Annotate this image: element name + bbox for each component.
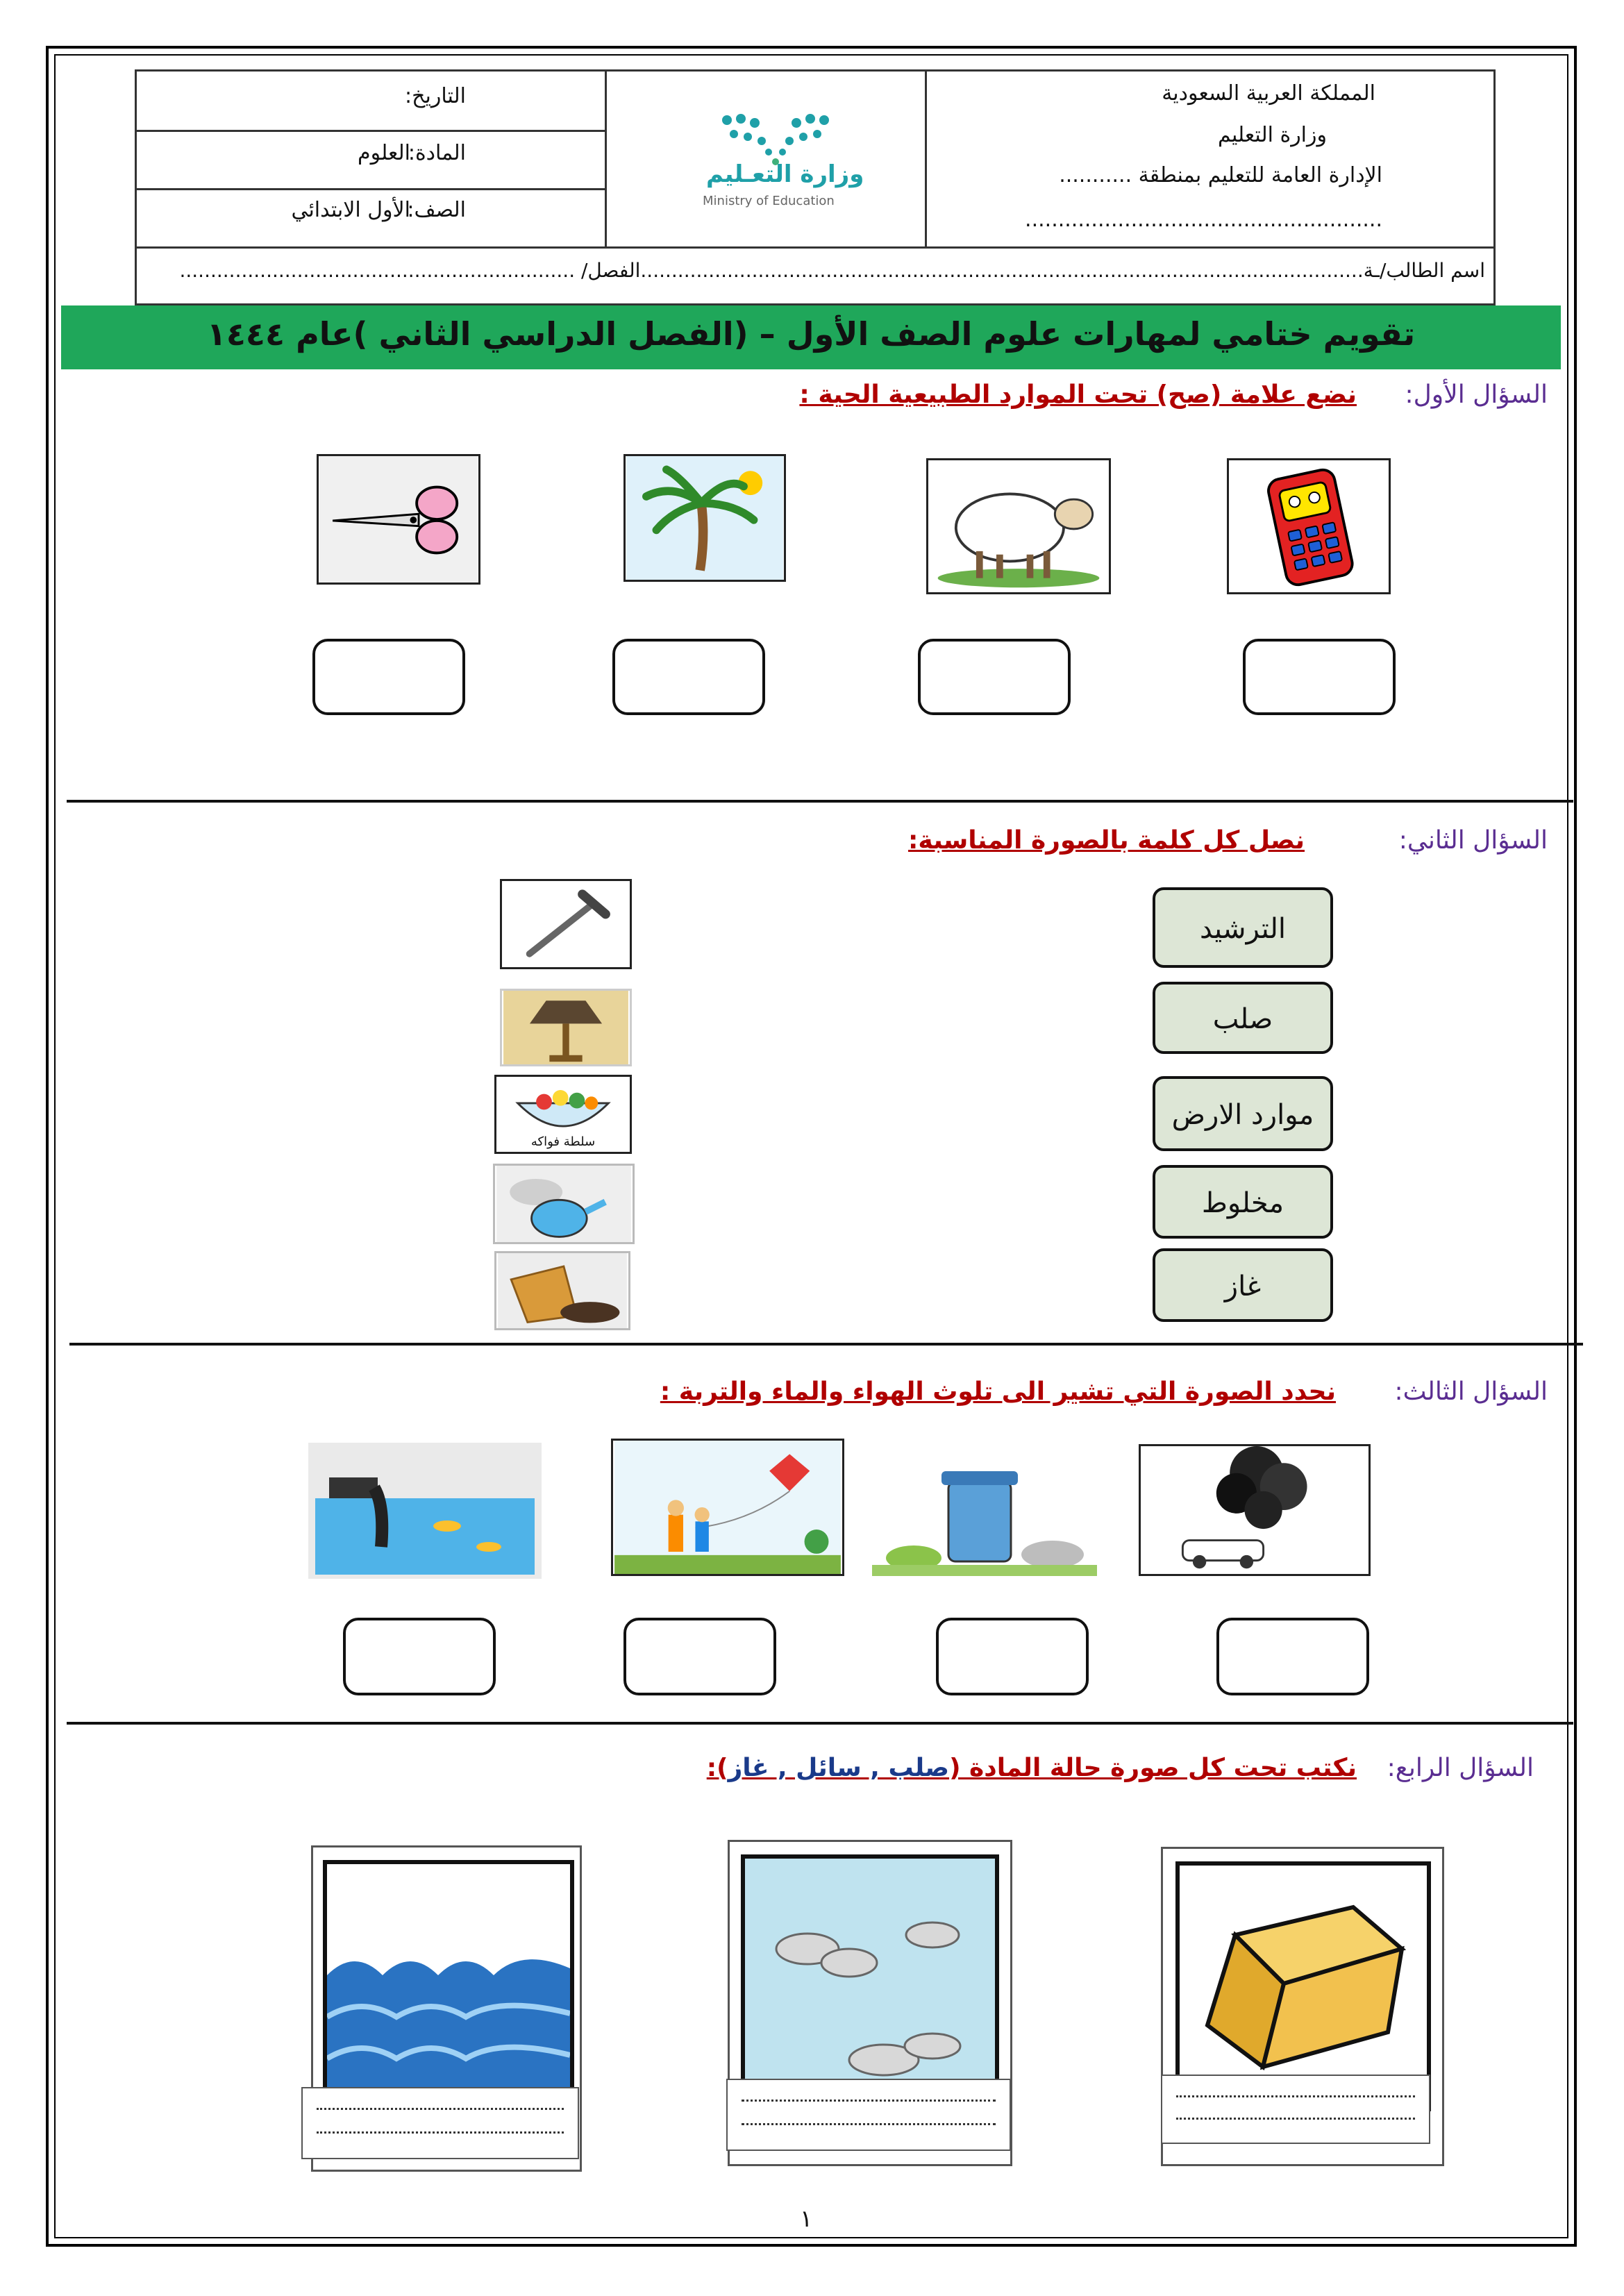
q4-text-prefix: نكتب تحت كل صورة حالة المادة (	[949, 1754, 1357, 1782]
q1-image-sheep	[926, 458, 1111, 594]
q4-answer-liquid[interactable]	[301, 2087, 579, 2159]
exam-title: تقويم ختامي لمهارات علوم الصف الأول – (الفصل الدراسي الثاني )عام ١٤٤٤	[206, 315, 1416, 353]
q3-label: السؤال الثالث:	[1394, 1377, 1548, 1406]
q4-text	[707, 1754, 1357, 1782]
q1-image-phone	[1227, 458, 1391, 594]
q1-answer-box-1[interactable]	[1243, 639, 1396, 715]
q4-image-gold	[1175, 1861, 1431, 2111]
q3-answer-box-1[interactable]	[1216, 1618, 1369, 1695]
nail-icon	[502, 881, 630, 967]
water-waves-icon	[327, 1864, 570, 2124]
grade-label: الصف:	[407, 198, 466, 222]
q3-text: نحدد الصورة التي تشير الى تلوث الهواء والماء والتربة :	[660, 1377, 1336, 1406]
q2-image-kettle[interactable]	[493, 1164, 635, 1244]
q3-image-kite	[611, 1439, 844, 1576]
q4-answer-gas[interactable]	[726, 2079, 1011, 2151]
q3-answer-box-2[interactable]	[936, 1618, 1089, 1695]
q1-answer-box-4[interactable]	[312, 639, 465, 715]
logo-text-en: Ministry of Education	[703, 194, 835, 208]
word-box-3[interactable]: موارد الارض	[1153, 1076, 1333, 1151]
q4-text-suffix: ):	[706, 1754, 728, 1782]
q1-image-palm	[623, 454, 786, 582]
fruit-caption: سلطة فواكه	[530, 1134, 596, 1149]
word-box-1[interactable]: الترشيد	[1153, 887, 1333, 968]
soil-pot-icon	[496, 1253, 628, 1328]
q4-label: السؤال الرابع:	[1387, 1754, 1534, 1782]
smoke-car-icon	[1141, 1446, 1368, 1574]
trash-bin-icon	[872, 1454, 1097, 1576]
admin-region: الإدارة العامة للتعليم بمنطقة ...........	[1059, 163, 1382, 187]
phone-icon	[1229, 460, 1389, 592]
q4-image-clouds	[741, 1854, 999, 2111]
logo-text-ar: وزارة التعـليم	[706, 160, 864, 188]
word-box-4[interactable]: مخلوط	[1153, 1165, 1333, 1239]
clouds-icon	[745, 1859, 995, 2107]
student-name-row[interactable]: اسم الطالب/ـة.....................................................................................................................الفصل/ ................................................................	[179, 259, 1485, 282]
q1-answer-box-2[interactable]	[918, 639, 1071, 715]
exam-title-banner	[61, 305, 1561, 369]
q4-text-options: صلب , سائل , غاز	[728, 1754, 950, 1782]
kettle-steam-icon	[495, 1166, 633, 1242]
ministry-name: وزارة التعليم	[1217, 123, 1327, 147]
page-number: ١	[800, 2205, 813, 2233]
q3-image-smoke-car	[1139, 1444, 1371, 1576]
word-box-2[interactable]: صلب	[1153, 982, 1333, 1054]
q1-text: نضع علامة (صح) تحت الموارد الطبيعية الحية :	[799, 380, 1357, 409]
q2-label: السؤال الثاني:	[1398, 826, 1548, 855]
separator-2	[69, 1343, 1583, 1346]
subject-value: العلوم	[358, 141, 410, 165]
palm-tree-icon	[626, 456, 784, 580]
water-pollution-icon	[308, 1443, 542, 1579]
q3-image-water-pollution	[308, 1443, 542, 1579]
grade-value: الأول الابتدائي	[291, 198, 410, 222]
q2-image-soil-pot[interactable]	[494, 1251, 630, 1330]
subject-label: المادة:	[408, 141, 466, 165]
separator-1	[67, 800, 1573, 803]
q2-text: نصل كل كلمة بالصورة المناسبة:	[907, 826, 1305, 855]
q1-answer-box-3[interactable]	[612, 639, 765, 715]
q2-image-nail[interactable]	[500, 879, 632, 969]
q4-answer-solid[interactable]	[1161, 2075, 1430, 2144]
scissors-icon	[319, 456, 478, 583]
q3-answer-box-3[interactable]	[623, 1618, 776, 1695]
q2-image-lamp[interactable]	[500, 989, 632, 1066]
lamp-icon	[502, 991, 630, 1064]
header-table	[135, 69, 1496, 305]
q1-image-scissors	[317, 454, 480, 585]
q3-image-trash	[872, 1454, 1097, 1576]
q1-label: السؤال الأول:	[1405, 380, 1548, 409]
q3-answer-box-4[interactable]	[343, 1618, 496, 1695]
date-label: التاريخ:	[405, 84, 466, 108]
sheep-icon	[928, 460, 1109, 592]
q2-image-fruit-salad[interactable]	[494, 1075, 632, 1154]
kite-kids-icon	[613, 1441, 842, 1574]
word-box-5[interactable]: غاز	[1153, 1248, 1333, 1322]
separator-3	[67, 1722, 1573, 1725]
kingdom-name: المملكة العربية السعودية	[1162, 81, 1375, 106]
admin-dots: ......................................................	[1025, 208, 1382, 232]
gold-block-icon	[1180, 1866, 1427, 2107]
